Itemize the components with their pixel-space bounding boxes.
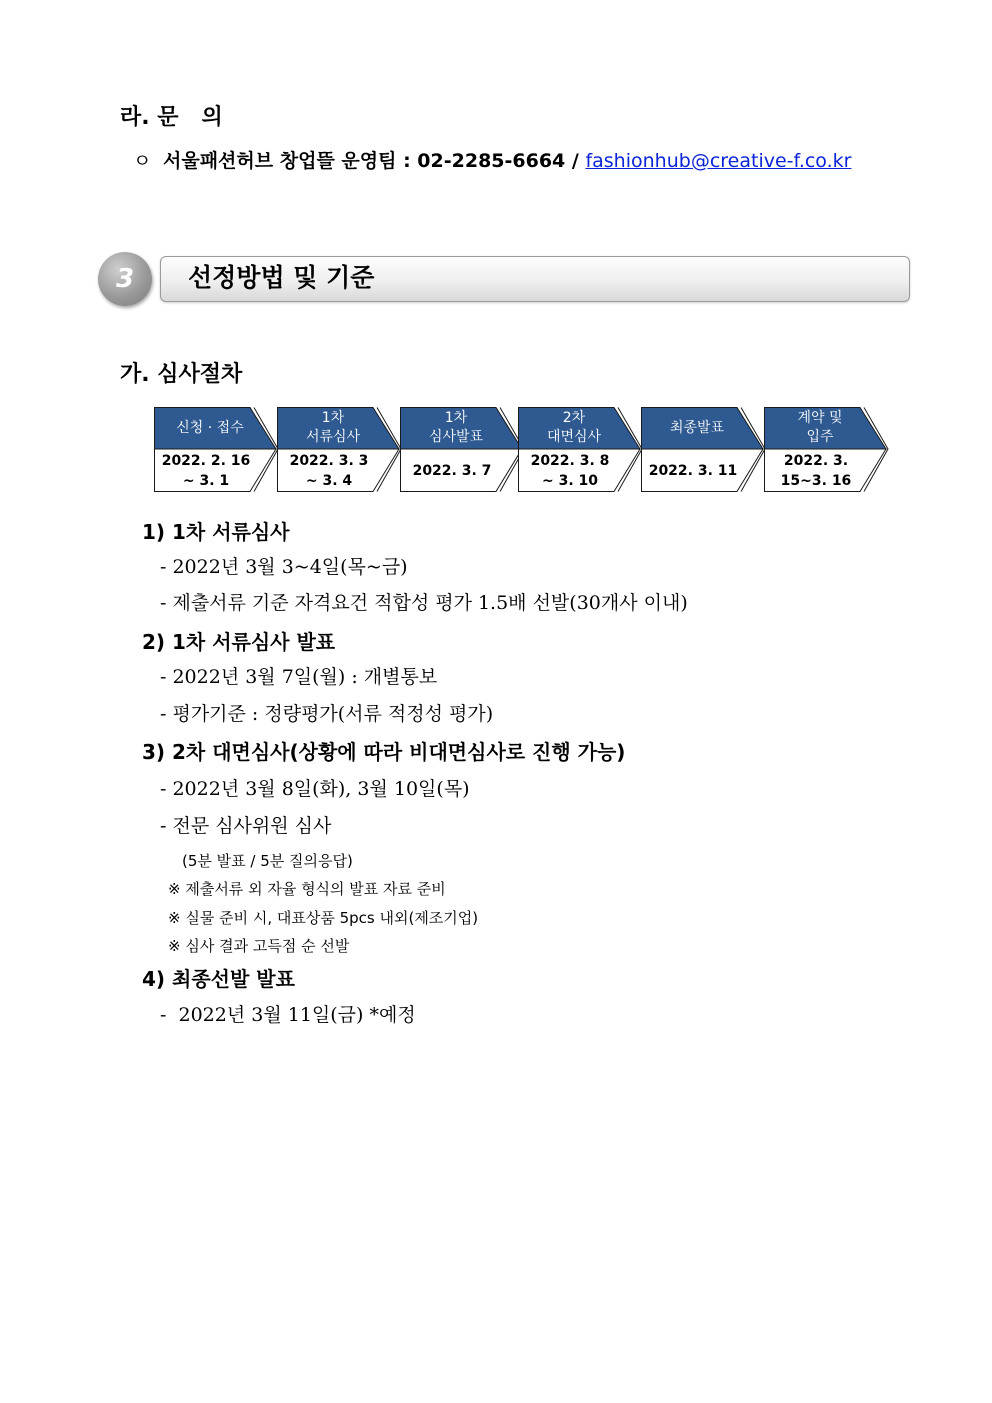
step-label: 계약 및 입주 (797, 410, 843, 445)
step-label: 1차 심사발표 (428, 410, 484, 445)
inquiry-heading: 라. 문 의 (120, 105, 223, 130)
step-date: 2022. 3. 7 (412, 463, 492, 479)
step-label: 최종발표 (669, 419, 725, 436)
bullet-marker: ㅇ (133, 150, 152, 172)
item-3-sub: (5분 발표 / 5분 질의응답) (182, 852, 353, 870)
item-3-note-3: ※ 심사 결과 고득점 순 선발 (168, 937, 350, 955)
contact-text: 서울패션허브 창업뜰 운영팀 : 02-2285-6664 / (163, 150, 586, 172)
step-label: 신청 · 접수 (176, 419, 244, 436)
item-2-line-1: - 2022년 3월 7일(월) : 개별통보 (160, 666, 438, 688)
item-3-line-1: - 2022년 3월 8일(화), 3월 10일(목) (160, 778, 470, 800)
item-2-line-2: - 평가기준 : 정량평가(서류 적정성 평가) (160, 703, 494, 725)
email-link[interactable]: fashionhub@creative-f.co.kr (585, 150, 852, 172)
item-3-title: 3) 2차 대면심사(상황에 따라 비대면심사로 진행 가능) (142, 740, 626, 764)
item-3-note-1: ※ 제출서류 외 자율 형식의 발표 자료 준비 (168, 880, 446, 898)
item-1-line-2: - 제출서류 기준 자격요건 적합성 평가 1.5배 선발(30개사 이내) (160, 592, 688, 614)
step-date: 2022. 3. 11 (648, 463, 738, 479)
section-number-badge: 3 (98, 252, 152, 306)
step-label: 2차 대면심사 (546, 410, 602, 445)
step-label: 1차 서류심사 (305, 410, 361, 445)
step-date: 2022. 3. 3 ~ 3. 4 (289, 453, 369, 489)
step-date: 2022. 3. 15~3. 16 (780, 453, 852, 489)
item-1-line-1: - 2022년 3월 3~4일(목~금) (160, 556, 408, 578)
inquiry-contact-line (133, 146, 851, 173)
item-3-note-2: ※ 실물 준비 시, 대표상품 5pcs 내외(제조기업) (168, 909, 479, 927)
section-title: 선정방법 및 기준 (188, 263, 375, 292)
step-date: 2022. 3. 8 ~ 3. 10 (530, 453, 610, 489)
step-date: 2022. 2. 16 ~ 3. 1 (161, 453, 251, 489)
item-2-title: 2) 1차 서류심사 발표 (142, 630, 336, 654)
item-1-title: 1) 1차 서류심사 (142, 520, 290, 544)
procedure-heading: 가. 심사절차 (120, 362, 243, 387)
item-4-line-1: - 2022년 3월 11일(금) *예정 (160, 1004, 416, 1026)
item-3-line-2: - 전문 심사위원 심사 (160, 815, 332, 837)
item-4-title: 4) 최종선발 발표 (142, 967, 295, 991)
